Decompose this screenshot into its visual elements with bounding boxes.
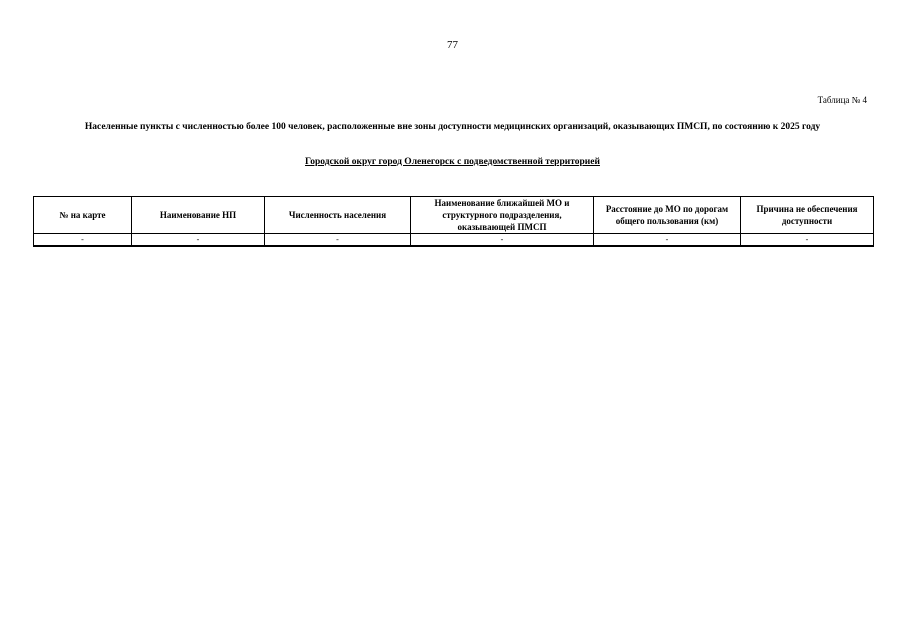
column-header-population: Численность населения — [265, 197, 411, 234]
document-title: Населенные пункты с численностью более 100 человек, расположенные вне зоны доступности медицинских организаций, оказывающих ПМСП, по состоянию к 2025 году — [84, 122, 821, 132]
column-header-distance: Расстояние до МО по дорогам общего пользования (км) — [594, 197, 741, 234]
page-number: 77 — [447, 39, 458, 51]
table-cell: - — [411, 234, 594, 247]
column-header-reason: Причина не обеспечения доступности — [741, 197, 874, 234]
column-header-nearest-medical-org: Наименование ближайшей МО и структурного подразделения, оказывающей ПМСП — [411, 197, 594, 234]
table-row — [34, 234, 874, 247]
document-subtitle: Городской округ город Оленегорск с подведомственной территорией — [305, 157, 600, 167]
column-header-map-number: № на карте — [34, 197, 132, 234]
column-header-settlement-name: Наименование НП — [132, 197, 265, 234]
table-header-row — [34, 197, 874, 234]
table-cell: - — [741, 234, 874, 247]
table-cell: - — [34, 234, 132, 247]
table-label: Таблица № 4 — [817, 95, 867, 105]
table-cell: - — [594, 234, 741, 247]
data-table — [33, 196, 874, 247]
table-cell: - — [265, 234, 411, 247]
table-cell: - — [132, 234, 265, 247]
